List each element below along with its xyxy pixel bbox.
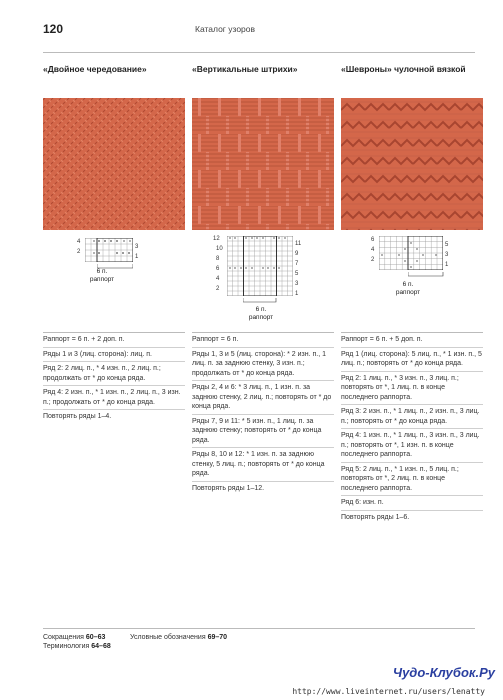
instruction-line: Раппорт = 6 п. + 5 доп. п.	[341, 333, 483, 348]
repeat-label: 6 п. раппорт	[248, 306, 274, 321]
swatch-image	[43, 98, 185, 230]
footer-terminology[interactable]: Терминология 64–68	[43, 643, 111, 650]
column-double-alternation	[43, 64, 185, 86]
repeat-label: 6 п. раппорт	[395, 281, 421, 296]
row-number: 8	[216, 256, 220, 262]
repeat-label: 6 п. раппорт	[89, 268, 115, 283]
instruction-line: Ряд 2: 1 лиц. п., * 3 изн. п., 3 лиц. п.; повторять от *, 1 лиц. п. в конце последнего раппорта.	[341, 372, 483, 406]
row-number: 9	[295, 251, 299, 257]
row-number: 2	[77, 249, 81, 255]
row-number: 7	[295, 261, 299, 267]
instruction-line: Ряд 3: 2 изн. п., * 1 лиц. п., 2 изн. п., 3 лиц. п.; повторять от * до конца ряда.	[341, 405, 483, 429]
footer-symbols[interactable]: Условные обозначения 69–70	[130, 634, 228, 641]
instructions	[341, 332, 483, 524]
instruction-line: Ряды 8, 10 и 12: * 1 изн. п. за заднюю стенку, 5 лиц. п.; повторять от * до конца ряда.	[192, 448, 334, 482]
instruction-line: Повторять ряды 1–4.	[43, 413, 112, 420]
instruction-line: Ряд 6: изн. п.	[341, 496, 483, 511]
chart-grid	[85, 238, 133, 262]
instruction-line: Ряд 2: 2 лиц. п., * 4 изн. п., 2 лиц. п.; продолжать от * до конца ряда.	[43, 362, 185, 386]
instruction-line: Ряд 4: 1 изн. п., * 1 лиц. п., 3 изн. п., 3 лиц. п.; повторять от *, 1 изн. п. в конце последнего раппорта.	[341, 429, 483, 463]
instruction-line: Повторять ряды 1–6.	[341, 513, 410, 521]
instruction-line: Ряды 1, 3 и 5 (лиц. сторона): * 2 изн. п., 1 лиц. п. за заднюю стенку, 3 изн. п.; продолжать от * до конца ряда.	[192, 348, 334, 382]
column-vertical-strokes	[192, 64, 334, 86]
repeat-bracket	[408, 272, 444, 278]
row-number: 3	[135, 244, 139, 250]
instruction-line: Ряды 2, 4 и 6: * 3 лиц. п., 1 изн. п. за заднюю стенку, 2 лиц. п.; повторять от * до конца ряда.	[192, 381, 334, 415]
row-number: 4	[77, 239, 81, 245]
instruction-line: Раппорт = 6 п. + 2 доп. п.	[43, 333, 185, 348]
row-number: 6	[216, 266, 220, 272]
instruction-line: Ряд 4: 2 изн. п., * 1 изн. п., 2 лиц. п., 3 изн. п.; продолжать от * до конца ряда.	[43, 386, 185, 410]
instruction-line: Ряд 1 (лиц. сторона): 5 лиц. п., * 1 изн. п., 5 лиц. п.; повторять от * до конца ряда.	[341, 348, 483, 372]
chart-grid	[227, 236, 293, 296]
row-number: 3	[295, 281, 299, 287]
instruction-line: Ряды 1 и 3 (лиц. сторона): лиц. п.	[43, 348, 185, 363]
instruction-line: Раппорт = 6 п.	[192, 333, 334, 348]
row-number: 5	[295, 271, 299, 277]
running-title: Каталог узоров	[195, 24, 256, 34]
source-url[interactable]: http://www.liveinternet.ru/users/lenatty	[292, 687, 485, 696]
pattern-title: «Шевроны» чулочной вязкой	[341, 64, 466, 74]
page-number: 120	[43, 22, 64, 36]
instruction-line: Ряд 5: 2 лиц. п., * 1 изн. п., 5 лиц. п.; повторять от *, 2 лиц. п. в конце последнего раппорта.	[341, 463, 483, 497]
pattern-title: «Вертикальные штрихи»	[192, 64, 298, 74]
row-number: 11	[295, 241, 302, 247]
footer-rule	[43, 628, 475, 629]
row-number: 2	[216, 286, 220, 292]
row-number: 2	[371, 257, 375, 263]
row-number: 1	[445, 262, 449, 268]
row-number: 1	[135, 254, 139, 260]
stitch-chart	[213, 236, 313, 316]
row-number: 10	[216, 246, 223, 252]
swatch-image	[341, 98, 483, 230]
pattern-title: «Двойное чередование»	[43, 64, 147, 74]
row-number: 4	[371, 247, 375, 253]
instruction-line: Ряды 7, 9 и 11: * 5 изн. п., 1 лиц. п. за заднюю стенку; повторять от * до конца ряда.	[192, 415, 334, 449]
repeat-bracket	[243, 298, 277, 304]
chart-grid	[379, 236, 443, 270]
row-number: 4	[216, 276, 220, 282]
row-number: 5	[445, 242, 449, 248]
swatch-image	[192, 98, 334, 230]
row-number: 12	[213, 236, 220, 242]
instructions	[192, 332, 334, 495]
header-rule	[43, 52, 475, 53]
row-number: 1	[295, 291, 299, 297]
watermark-logo: Чудо-Клубок.Ру	[392, 665, 495, 680]
column-chevrons	[341, 64, 483, 86]
row-number: 3	[445, 252, 449, 258]
footer-abbreviations[interactable]: Сокращения 60–63	[43, 634, 106, 641]
instruction-line: Повторять ряды 1–12.	[192, 484, 265, 492]
row-number: 6	[371, 237, 375, 243]
instructions	[43, 332, 185, 424]
